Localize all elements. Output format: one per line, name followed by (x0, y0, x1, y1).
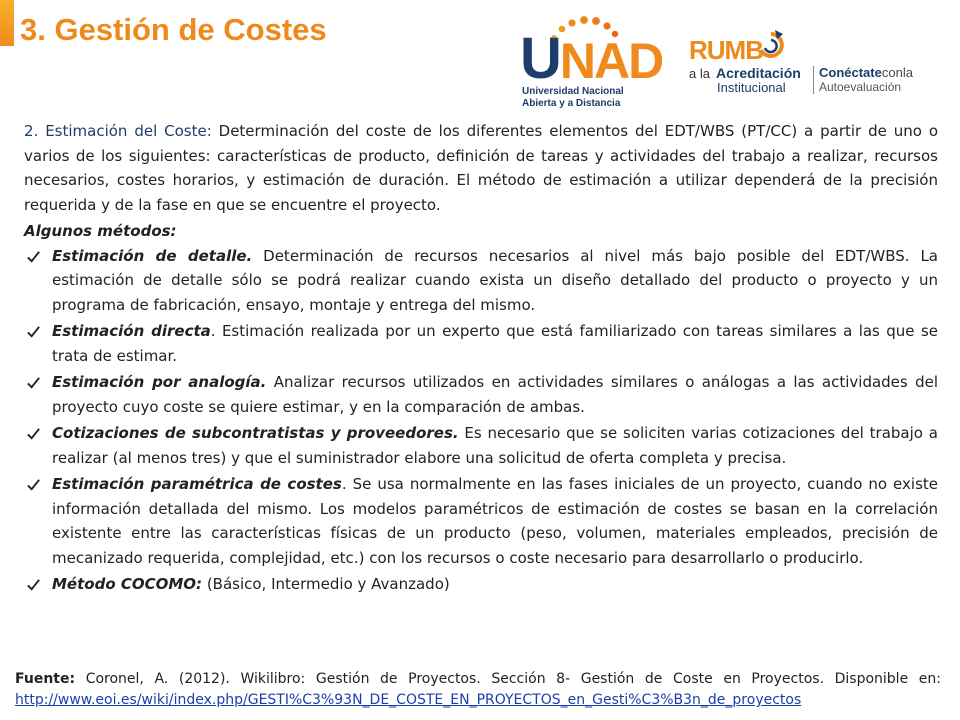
list-item (24, 244, 938, 318)
checkmark-icon (26, 477, 41, 492)
method-term: Estimación de detalle. (52, 246, 253, 265)
method-term: Estimación por analogía. (52, 373, 267, 391)
rumbo-divider (813, 66, 814, 94)
method-description: Analizar recursos utilizados en actividades similares o análogas a las actividades del proyecto cuyo coste se quiere estimar, y en la comparación de ambas. (52, 373, 938, 416)
unad-wordmark: UNAD (520, 26, 663, 91)
method-description: (Básico, Intermedio y Avanzado) (202, 575, 450, 593)
list-item (24, 421, 938, 470)
rumbo-conectate: Conéctateconla (819, 65, 913, 80)
method-term: Estimación directa (52, 322, 211, 340)
method-term: Estimación paramétrica de costes (52, 475, 342, 493)
unad-logo (518, 14, 663, 110)
methods-list (24, 244, 938, 597)
intro-lead: 2. Estimación del Coste: (24, 122, 212, 140)
intro-text: Determinación del coste de los diferentes elementos del EDT/WBS (PT/CC) a partir de uno o varios de los siguientes: características de producto, definición de tareas y actividades del trabajo a realizar, recursos necesarios, costes horarios, y estimación de duración. El método de estimación a utilizar dependerá de la precisión requerida y de la fase en que se encuentre el proyecto. (24, 122, 939, 214)
rumbo-wordmark: RUMB (689, 35, 763, 65)
source-label: Fuente: (15, 671, 76, 687)
list-item (24, 572, 938, 597)
rumbo-logo (689, 36, 929, 98)
title-accent-bar (0, 0, 14, 46)
method-term: Método COCOMO: (52, 575, 203, 593)
source-citation (15, 669, 941, 711)
method-description: . Se usa normalmente en las fases iniciales de un proyecto, cuando no existe información detallada del mismo. Los modelos paramétricos de estimación de costes se basan en la correlación existente entre las características físicas de un producto (peso, volumen, materiales empleados, precisión de mecanizado requerida, complejidad, etc.) con los recursos o coste necesario para desarrollarlo o producirlo. (52, 475, 938, 567)
rumbo-a-la: a la (689, 66, 710, 81)
method-description: Determinación de recursos necesarios al nivel más bajo posible del EDT/WBS. La estimación de detalle sólo se podrá realizar cuando exista un diseño detallado del producto o proyecto y un programa de fabricación, ensayo, montaje y entrega del mismo. (52, 246, 938, 314)
rumbo-swirl-icon (757, 30, 785, 64)
checkmark-icon (26, 375, 41, 390)
checkmark-icon (26, 577, 41, 592)
checkmark-icon (26, 249, 41, 264)
checkmark-icon (26, 426, 41, 441)
unad-name-line2: Abierta y a Distancia (522, 98, 621, 109)
rumbo-institucional: Institucional (717, 80, 786, 95)
method-description: . Estimación realizada por un experto que está familiarizado con tareas similares a las que se trata de estimar. (52, 322, 938, 365)
slide-title: 3. Gestión de Costes (20, 12, 327, 47)
source-text: Coronel, A. (2012). Wikilibro: Gestión de Proyectos. Sección 8- Gestión de Coste en Proyectos. Disponible en: (75, 671, 941, 687)
methods-heading: Algunos métodos: (24, 222, 177, 240)
source-link[interactable]: http://www.eoi.es/wiki/index.php/GESTI%C3%93N_DE_COSTE_EN_PROYECTOS_en_Gesti%C3%B3n_de_proyectos (15, 692, 802, 708)
list-item (24, 370, 938, 419)
slide-body (24, 119, 938, 599)
rumbo-acreditacion: Acreditación (716, 65, 801, 81)
method-description: Es necesario que se soliciten varias cotizaciones del trabajo a realizar (al menos tres) y que el suministrador elabore una solicitud de oferta completa y precisa. (52, 424, 938, 467)
unad-name-line1: Universidad Nacional (522, 86, 624, 97)
method-term: Cotizaciones de subcontratistas y proveedores. (52, 424, 459, 442)
checkmark-icon (26, 324, 41, 339)
rumbo-autoevaluacion: Autoevaluación (819, 80, 902, 94)
list-item (24, 319, 938, 368)
list-item (24, 472, 938, 570)
intro-paragraph (24, 119, 938, 217)
